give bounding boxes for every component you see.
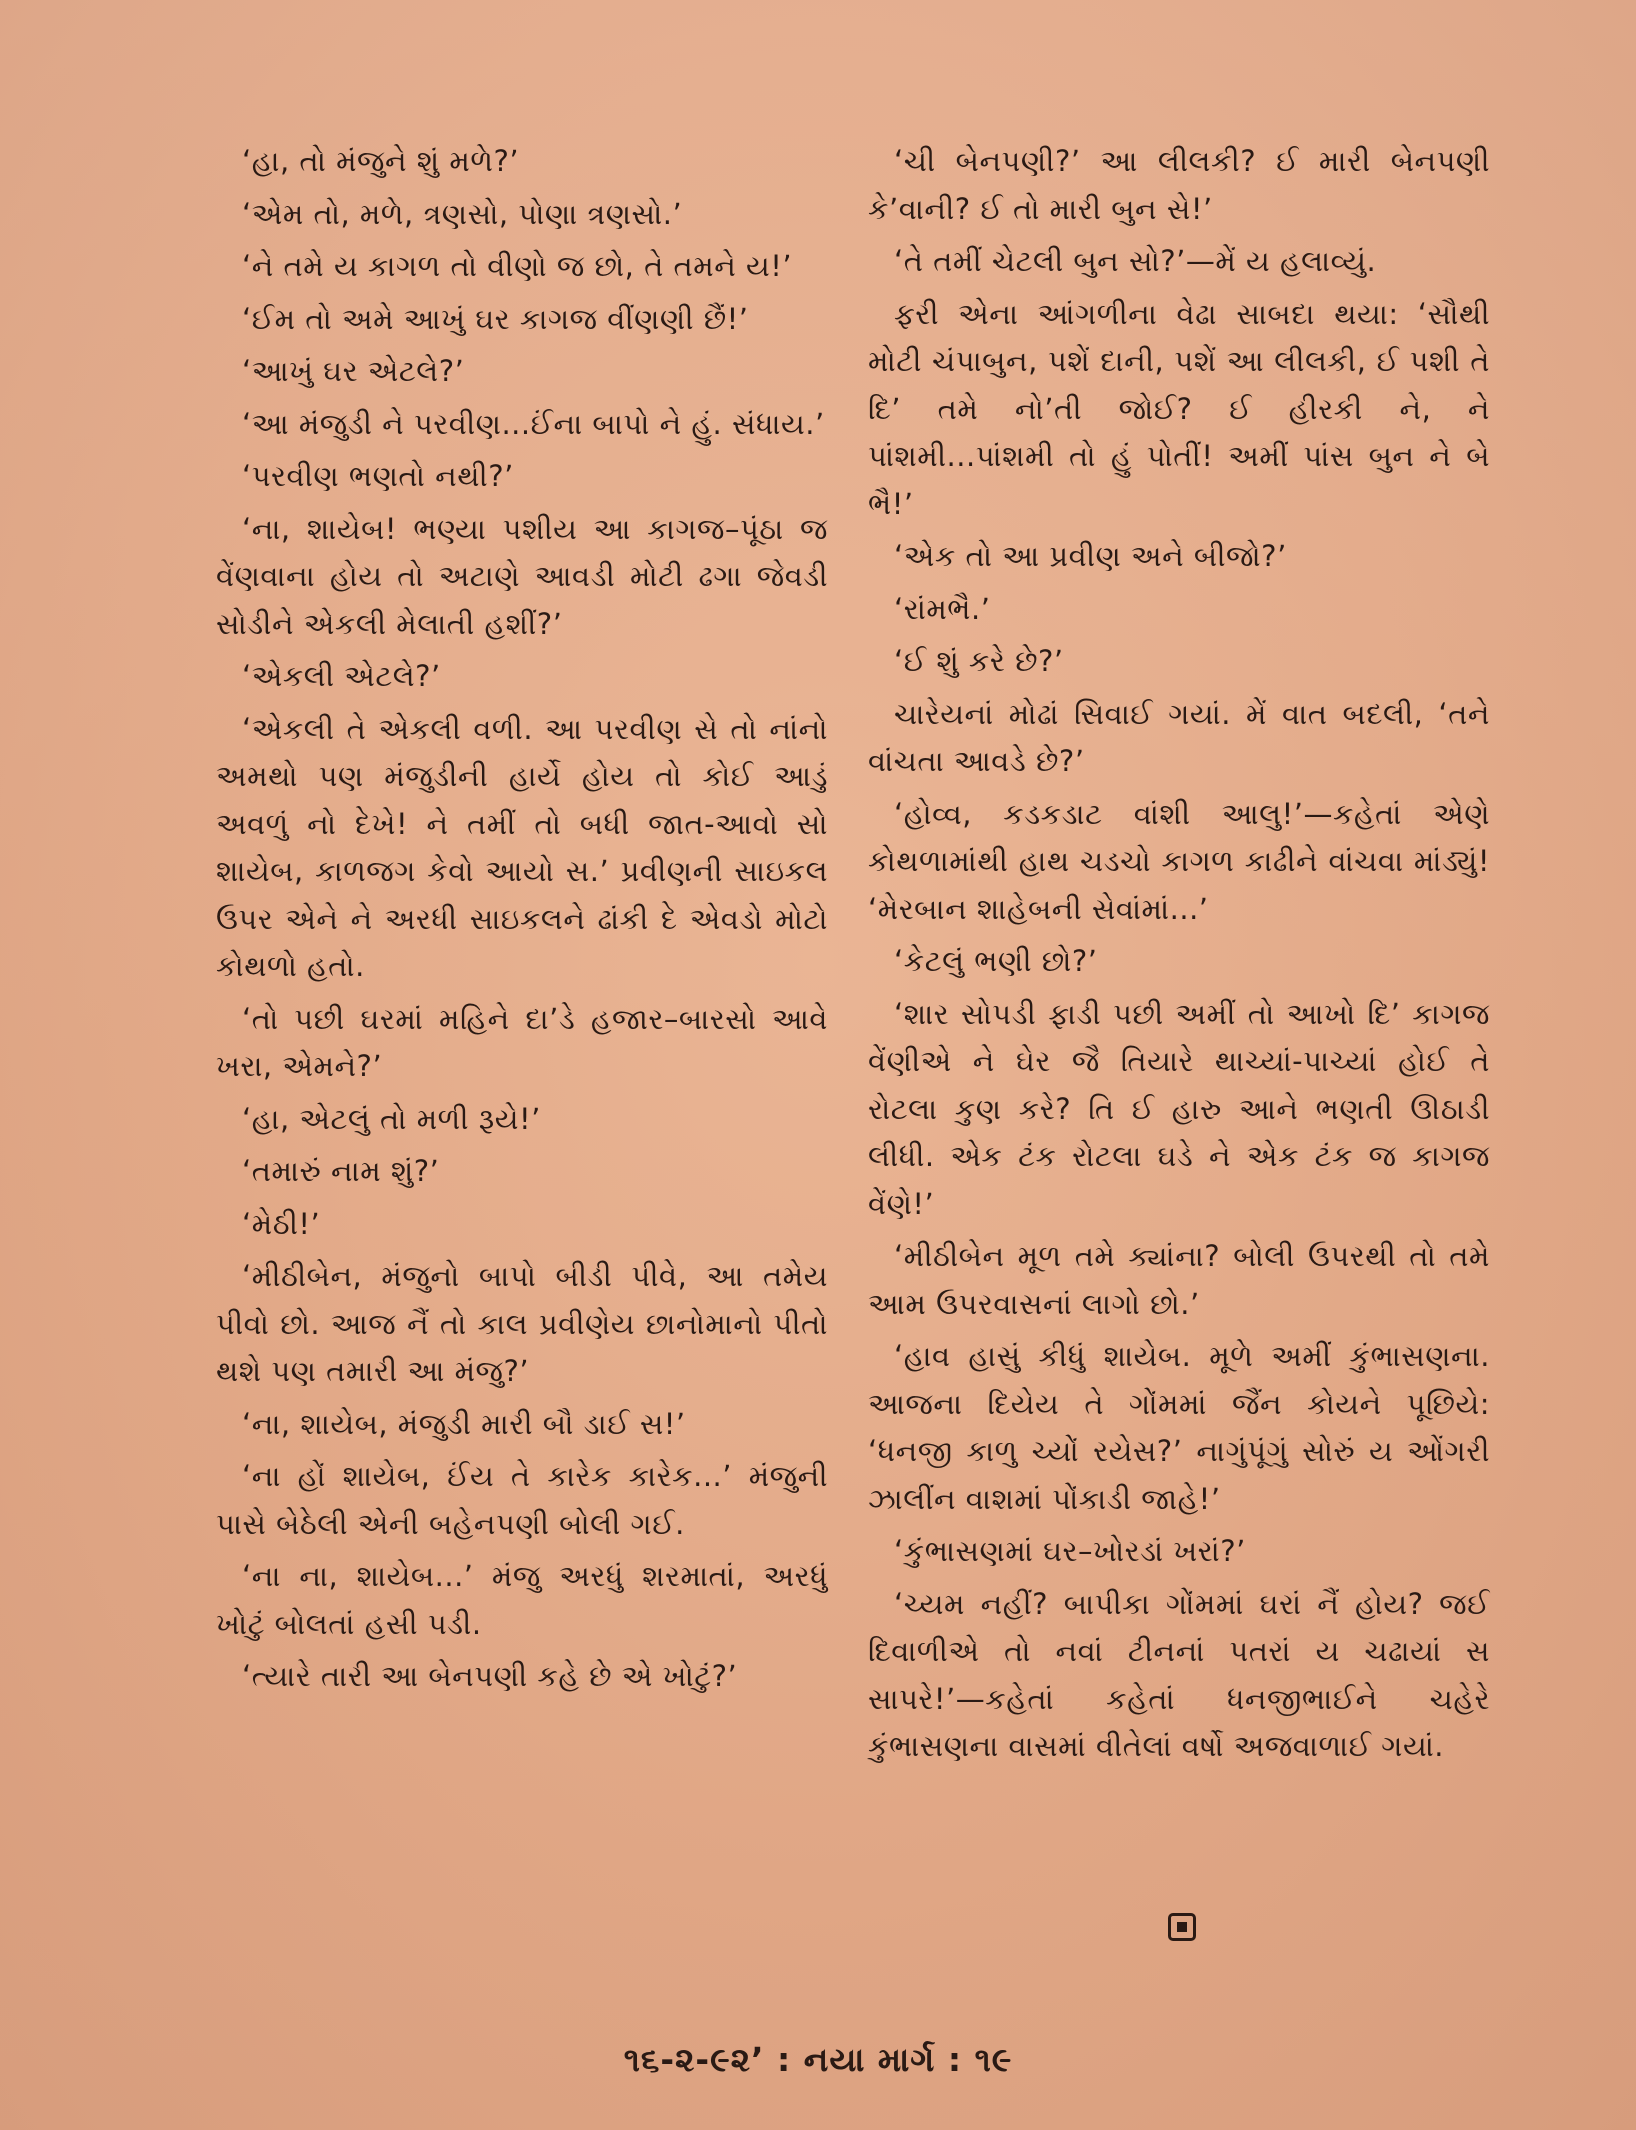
paragraph: ‘કુંભાસણમાં ઘર–ખોરડાં ખરાં?’ (894, 1534, 1246, 1568)
paragraph: ‘ઈ શું કરે છે?’ (894, 644, 1064, 678)
paragraph: ‘ચ્યમ નહીં? બાપીકા ગોંમમાં ઘરાં નૈં હોય? જઈ દિવાળીએ તો નવાં ટીનનાં પતરાં ય ચઢાયાં સ સાપરે!’—કહેતાં કહેતાં ધનજીભાઈને ચહેરે કુંભાસણના વાસમાં વીતેલાં વર્ષો અજવાળાઈ ગયાં. (868, 1586, 1490, 1763)
paragraph: ‘ના ના, શાયેબ...’ મંજુ અરધું શરમાતાં, અરધું ખોટું બોલતાં હસી પડી. (216, 1559, 828, 1641)
paragraph: ‘હોવ્વ, કડકડાટ વાંશી આલુ!’—કહેતાં એણે કોથળામાંથી હાથ ચડચો કાગળ કાઢીને વાંચવા માંડ્યું! ‘મેરબાન શાહેબની સેવાંમાં...’ (868, 796, 1490, 926)
paragraph: ‘તો પછી ઘરમાં મહિને દા’ડે હજાર–બારસો આવે ખરા, એમને?’ (216, 1001, 828, 1083)
paragraph: ‘ને તમે ય કાગળ તો વીણો જ છો, તે તમને ય!’ (242, 249, 793, 283)
paragraph: ‘ચી બેનપણી?’ આ લીલકી? ઈ મારી બેનપણી કે’વાની? ઈ તો મારી બુન સે!’ (868, 144, 1490, 226)
paragraph: ‘ના, શાયેબ, મંજુડી મારી બૌ ડાઈ સ!’ (242, 1406, 686, 1441)
paragraph: ‘કેટલું ભણી છો?’ (894, 944, 1098, 978)
paragraph: ‘એમ તો, મળે, ત્રણસો, પોણા ત્રણસો.’ (242, 196, 683, 231)
end-of-article-icon (1168, 1913, 1196, 1941)
page-footer: ૧૬-૨-૯૨’ : નયા માર્ગ : ૧૯ (623, 2040, 1013, 2079)
paragraph: ‘હાવ હાસું કીધું શાયેબ. મૂળે અમીં કુંભાસણના. આજના દિયેય તે ગોંમમાં જૈંન કોયને પૂછિયે: ‘ધનજી કાળુ ચ્યોં રયેસ?’ નાગુંપૂંગું સોરું ય ઓંગરી ઝાલીંન વાશમાં પોંકાડી જાહે!’ (868, 1339, 1490, 1516)
paragraph: ‘એક તો આ પ્રવીણ અને બીજો?’ (894, 539, 1287, 573)
paragraph: ‘ના, શાયેબ! ભણ્યા પશીય આ કાગજ–પૂંઠા જ વેંણવાના હોય તો અટાણે આવડી મોટી ઢગા જેવડી સોડીને એકલી મેલાતી હશીં?’ (216, 511, 828, 641)
paragraph: ‘મીઠીબેન, મંજુનો બાપો બીડી પીવે, આ તમેય પીવો છો. આજ નૈં તો કાલ પ્રવીણેય છાનોમાનો પીતો થશે પણ તમારી આ મંજુ?’ (216, 1259, 828, 1388)
paragraph: ‘ના હોં શાયેબ, ઈંય તે કારેક કારેક...’ મંજુની પાસે બેઠેલી એની બહેનપણી બોલી ગઈ. (216, 1459, 828, 1541)
paragraph: ‘એકલી એટલે?’ (242, 659, 441, 693)
right-column (868, 138, 1490, 1771)
paragraph: ‘પરવીણ ભણતો નથી?’ (242, 459, 514, 493)
paragraph: ચારેયનાં મોઢાં સિવાઈ ગયાં. મેં વાત બદલી, ‘તને વાંચતા આવડે છે?’ (868, 696, 1490, 778)
paragraph: ફરી એના આંગળીના વેઢા સાબદા થયા: ‘સૌથી મોટી ચંપાબુન, પશેં દાની, પશેં આ લીલકી, ઈ પશી તે દિ’ તમે નો’તી જોઈ? ઈ હીરકી ને, ને પાંશમી...પાંશમી તો હું પોતીં! અમીં પાંસ બુન ને બે ભૈ!’ (868, 296, 1490, 521)
paragraph: ‘આખું ઘર એટલે?’ (242, 354, 465, 388)
paragraph: ‘આ મંજુડી ને પરવીણ...ઈંના બાપો ને હું. સંધાય.’ (242, 406, 825, 441)
paragraph: ‘રાંમભૈ.’ (894, 591, 991, 626)
paragraph: ‘મેઠી!’ (242, 1206, 321, 1241)
paragraph: ‘તમારું નામ શું?’ (242, 1154, 440, 1188)
paragraph: ‘એકલી તે એકલી વળી. આ પરવીણ સે તો નાંનો અમથો પણ મંજુડીની હાર્યે હોય તો કોઈ આડું અવળું નો દેખે! ને તમીં તો બધી જાત-આવો સો શાયેબ, કાળજગ કેવો આયો સ.’ પ્રવીણની સાઇકલ ઉપર એને ને અરધી સાઇકલને ઢાંકી દે એવડો મોટો કોથળો હતો. (216, 711, 828, 983)
paragraph: ‘ત્યારે તારી આ બેનપણી કહે છે એ ખોટું?’ (242, 1659, 738, 1693)
paragraph: ‘હા, તો મંજુને શું મળે?’ (242, 144, 520, 178)
left-column (216, 138, 828, 1701)
paragraph: ‘તે તમીં ચેટલી બુન સો?’—મેં ય હલાવ્યું. (894, 244, 1377, 278)
paragraph: ‘ઈમ તો અમે આખું ઘર કાગજ વીંણણી છૈં!’ (242, 301, 749, 336)
paragraph: ‘શાર સોપડી ફાડી પછી અમીં તો આખો દિ’ કાગજ વેંણીએ ને ઘેર જૈ તિયારે થાચ્યાં-પાચ્યાં હોઈ તે રોટલા કુણ કરે? તિ ઈ હારુ આને ભણતી ઊઠાડી લીધી. એક ટંક રોટલા ઘડે ને એક ટંક જ કાગજ વેંણે!’ (868, 996, 1490, 1221)
paragraph: ‘મીઠીબેન મૂળ તમે ક્યાંના? બોલી ઉપરથી તો તમે આમ ઉપરવાસનાં લાગો છો.’ (868, 1239, 1490, 1321)
paragraph: ‘હા, એટલું તો મળી રૂયે!’ (242, 1101, 541, 1136)
